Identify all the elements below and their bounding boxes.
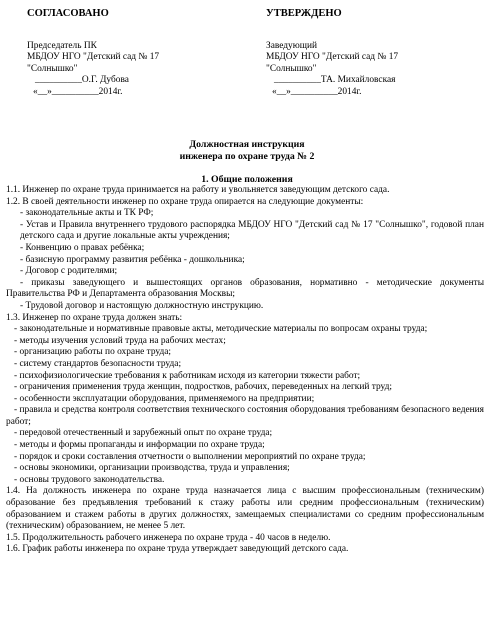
approval-signature-line: __________ТА. Михайловская	[274, 75, 396, 86]
list-item: - порядок и сроки составления отчетности о выполнении мероприятий по охране труда;	[14, 451, 366, 462]
list-item: - систему стандартов безопасности труда;	[14, 358, 182, 369]
list-item: - правила и средства контроля соответствия технического состояния оборудования требованиям безопасного ведения работ;	[6, 405, 484, 427]
list-item: - Трудовой договор и настоящую должностную инструкцию.	[20, 300, 264, 311]
list-item: - законодательные и нормативные правовые акты, методические материалы по вопросам охраны труда;	[14, 324, 428, 335]
approval-line: Председатель ПК	[27, 40, 97, 51]
list-item: - основы экономики, организации производства, труда и управления;	[14, 463, 290, 474]
list-item: - законодательные акты и ТК РФ;	[20, 208, 154, 219]
approval-signature-line: __________О.Г. Дубова	[35, 75, 129, 86]
list-item: - основы трудового законодательства.	[14, 474, 165, 485]
approval-line: "Солнышко"	[266, 63, 317, 74]
approval-block-agreed	[27, 8, 257, 99]
approval-line: МБДОУ НГО "Детский сад № 17	[27, 52, 160, 63]
list-item: - приказы заведующего и вышестоящих органов образования, нормативно - методические документы Правительства РФ и Департамента образования Москвы;	[6, 277, 484, 300]
paragraph: 1.1. Инженер по охране труда принимается на работу и увольняется заведующим детского сада.	[6, 185, 390, 195]
approval-heading-agreed: СОГЛАСОВАНО	[27, 8, 109, 19]
list-item: - особенности эксплуатации оборудования, применяемого на предприятии;	[14, 393, 315, 404]
paragraph: 1.6. График работы инженера по охране труда утверждает заведующий детского сада.	[6, 544, 349, 555]
list-item: - организацию работы по охране труда;	[14, 347, 172, 358]
list-item: - ограничения применения труда женщин, подростков, рабочих, переведенных на легкий труд;	[14, 382, 392, 393]
document-title-line: Должностная инструкция	[189, 139, 305, 150]
document-title	[0, 139, 494, 163]
list-item: - Конвенцию о правах ребёнка;	[20, 242, 145, 253]
document-body	[6, 185, 484, 556]
paragraph: 1.5. Продолжительность рабочего инженера по охране труда - 40 часов в неделю.	[6, 532, 331, 543]
paragraph: 1.2. В своей деятельности инженер по охране труда опирается на следующие документы:	[6, 196, 364, 207]
list-item: - Договор с родителями;	[20, 266, 118, 277]
approval-date-line: «__»__________2014г.	[272, 86, 362, 97]
approval-block-approved	[266, 8, 494, 99]
approval-line: "Солнышко"	[27, 63, 78, 74]
list-item: - методы и формы пропаганды и информации по охране труда;	[14, 440, 265, 451]
approval-line: Заведующий	[266, 40, 317, 51]
list-item: - Устав и Правила внутреннего трудового распорядка МБДОУ НГО "Детский сад № 17 "Солнышко", годовой план детского сада и другие локальные акты учреждения;	[20, 219, 484, 242]
paragraph: 1.4. На должность инженера по охране труда назначается лица с высшим профессиональным (техническим) образование без предъявления требований к стажу работы или средним профессиональным (техническим) образованием и стажем работы в других должностях, замещаемых специалистами со средним профессиональным (техническим) образованием, не менее 5 лет.	[6, 486, 484, 532]
approval-heading-approved: УТВЕРЖДЕНО	[266, 8, 342, 19]
list-item: - передовой отечественный и зарубежный опыт по охране труда;	[14, 428, 273, 439]
list-item: - психофизиологические требования к работникам исходя из категории тяжести работ;	[14, 370, 361, 381]
list-item: - методы изучения условий труда на рабочих местах;	[14, 335, 226, 346]
approval-date-line: «__»__________2014г.	[33, 86, 123, 97]
section-heading: 1. Общие положения	[201, 174, 293, 185]
list-item: - базисную программу развития ребёнка - дошкольника;	[20, 254, 245, 265]
document-subtitle-line: инженера по охране труда № 2	[179, 151, 315, 162]
paragraph: 1.3. Инженер по охране труда должен знать:	[6, 312, 183, 323]
approval-line: МБДОУ НГО "Детский сад № 17	[266, 52, 399, 63]
